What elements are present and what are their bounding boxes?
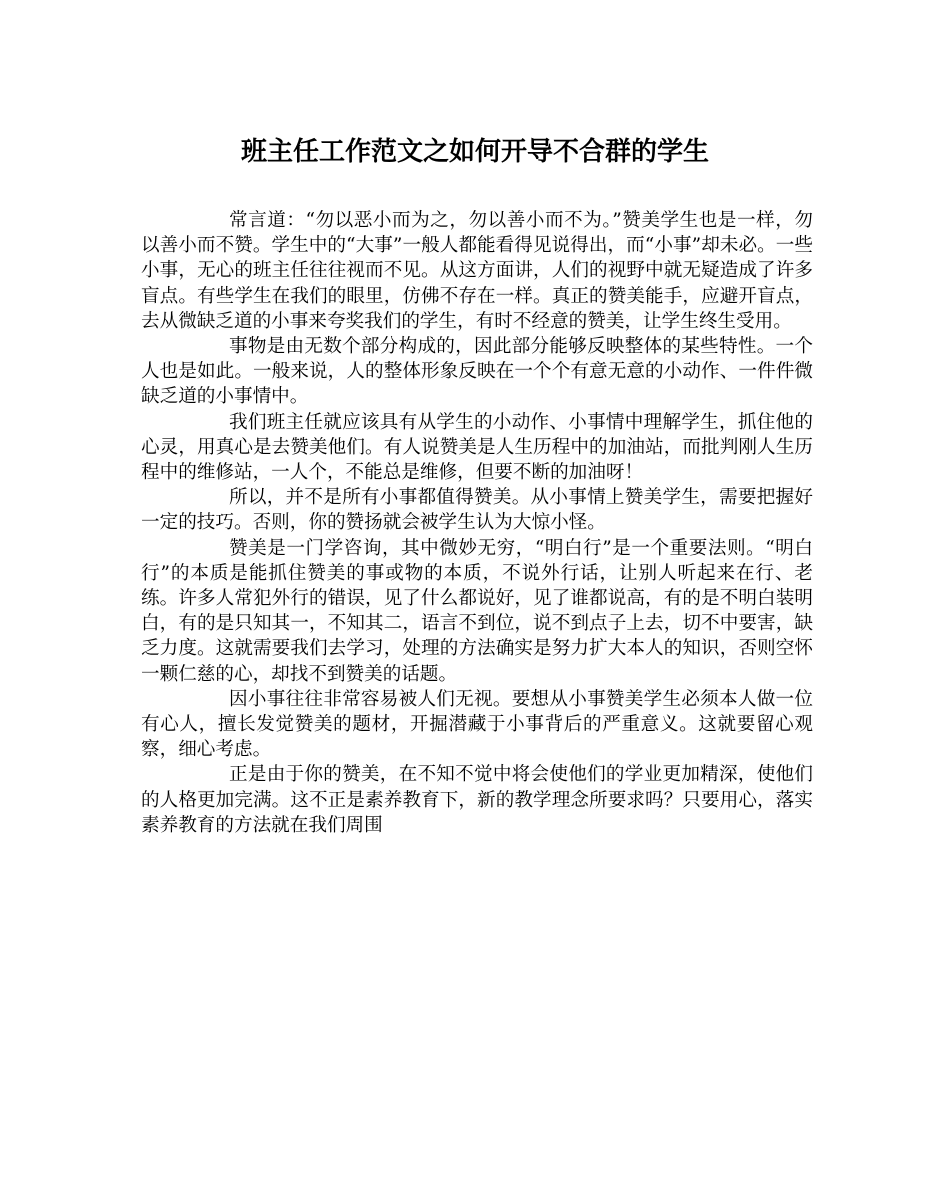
paragraph-5: 赞美是一门学咨询，其中微妙无穷，“明白行”是一个重要法则。“明白行”的本质是能抓住赞美的事或物的本质，不说外行话，让别人听起来在行、老练。许多人常犯外行的错误，见了什么都说好，见了谁都说高，有的是不明白装明白，有的是只知其一，不知其二，语言不到位，说不到点子上去，切不中要害，缺乏力度。这就需要我们去学习，处理的方法确实是努力扩大本人的知识，否则空怀一颗仁慈的心，却找不到赞美的话题。 (141, 537, 813, 685)
document-body (141, 208, 813, 838)
paragraph-7: 正是由于你的赞美，在不知不觉中将会使他们的学业更加精深，使他们的人格更加完满。这不正是素养教育下，新的教学理念所要求吗？只要用心，落实素养教育的方法就在我们周围 (141, 764, 813, 836)
paragraph-3: 我们班主任就应该具有从学生的小动作、小事情中理解学生，抓住他的心灵，用真心是去赞美他们。有人说赞美是人生历程中的加油站，而批判刚人生历程中的维修站，一人个，不能总是维修，但要不断的加油呀！ (141, 411, 813, 484)
document-title: 班主任工作范文之如何开导不合群的学生 (240, 137, 709, 167)
paragraph-1: 常言道：“勿以恶小而为之，勿以善小而不为。”赞美学生也是一样，勿以善小而不赞。学生中的“大事”一般人都能看得见说得出，而“小事”却未必。一些小事，无心的班主任往往视而不见。从这方面讲，人们的视野中就无疑造成了许多盲点。有些学生在我们的眼里，仿佛不存在一样。真正的赞美能手，应避开盲点，去从微缺乏道的小事来夸奖我们的学生，有时不经意的赞美，让学生终生受用。 (141, 210, 813, 332)
paragraph-4: 所以，并不是所有小事都值得赞美。从小事情上赞美学生，需要把握好一定的技巧。否则，你的赞扬就会被学生认为大惊小怪。 (141, 487, 813, 534)
paragraph-2: 事物是由无数个部分构成的，因此部分能够反映整体的某些特性。一个人也是如此。一般来说，人的整体形象反映在一个个有意无意的小动作、一件件微缺乏道的小事情中。 (141, 336, 813, 408)
paragraph-6: 因小事往往非常容易被人们无视。要想从小事赞美学生必须本人做一位有心人，擅长发觉赞美的题材，开掘潜藏于小事背后的严重意义。这就要留心观察，细心考虑。 (141, 688, 813, 761)
